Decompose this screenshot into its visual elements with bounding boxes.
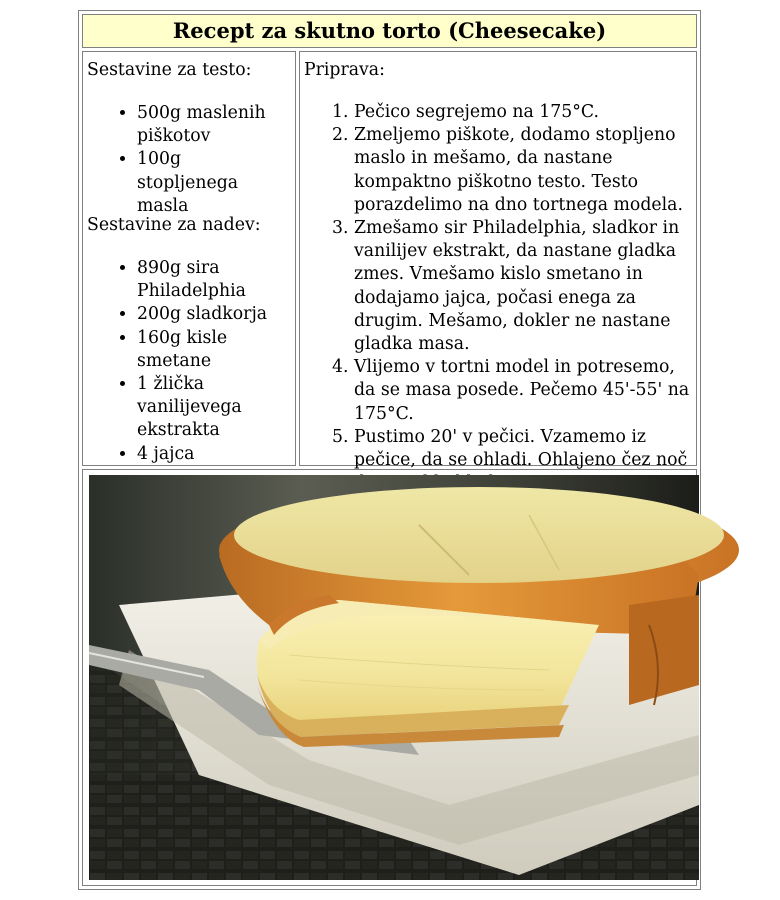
step-item: 4. Vlijemo v tortni model in potresemo, da se masa posede. Pečemo 45'-55' na 175°C. [354, 356, 694, 426]
list-item: • 100g stopljenega masla [137, 148, 287, 218]
step-item: 2. Zmeljemo piškote, dodamo stopljeno maslo in mešamo, da nastane kompaktno piškotno testo. Testo porazdelimo na dno tortnega modela. [354, 124, 694, 217]
preparation-cell [299, 51, 697, 471]
list-item: • 4 jajca [137, 443, 287, 466]
preparation-steps [304, 101, 694, 495]
step-item: 1. Pečico segrejemo na 175°C. [354, 101, 694, 124]
step-item: 5. Pustimo 20' v pečici. Vzamemo iz pečice, da se ohladi. Ohlajeno čez noč [354, 426, 694, 496]
filling-list [87, 257, 287, 466]
title-cell [82, 14, 697, 48]
dough-heading: Sestavine za testo: [87, 60, 252, 80]
cheesecake-photo [89, 475, 699, 880]
list-item: • 200g sladkorja [137, 303, 287, 326]
list-item: • 890g sira Philadelphia [137, 257, 287, 303]
photo-cell [82, 469, 697, 886]
filling-heading: Sestavine za nadev: [87, 215, 261, 235]
recipe-table [78, 10, 701, 890]
list-item: • 160g kisle smetane [137, 327, 287, 373]
ingredients-cell [82, 51, 296, 466]
recipe-title: Recept za skutno torto (Cheesecake) [172, 18, 607, 43]
preparation-heading: Priprava: [304, 60, 385, 80]
dough-list [87, 102, 287, 218]
list-item: • 1 žlička vanilijevega ekstrakta [137, 373, 287, 443]
list-item: • 500g maslenih piškotov [137, 102, 287, 148]
step-item: 3. Zmešamo sir Philadelphia, sladkor in vanilijev ekstrakt, da nastane gladka zmes. Vmešamo kislo smetano in dodajamo jajca, počasi enega za drugim. Mešamo, dokler ne nastane gladka masa. [354, 217, 694, 356]
